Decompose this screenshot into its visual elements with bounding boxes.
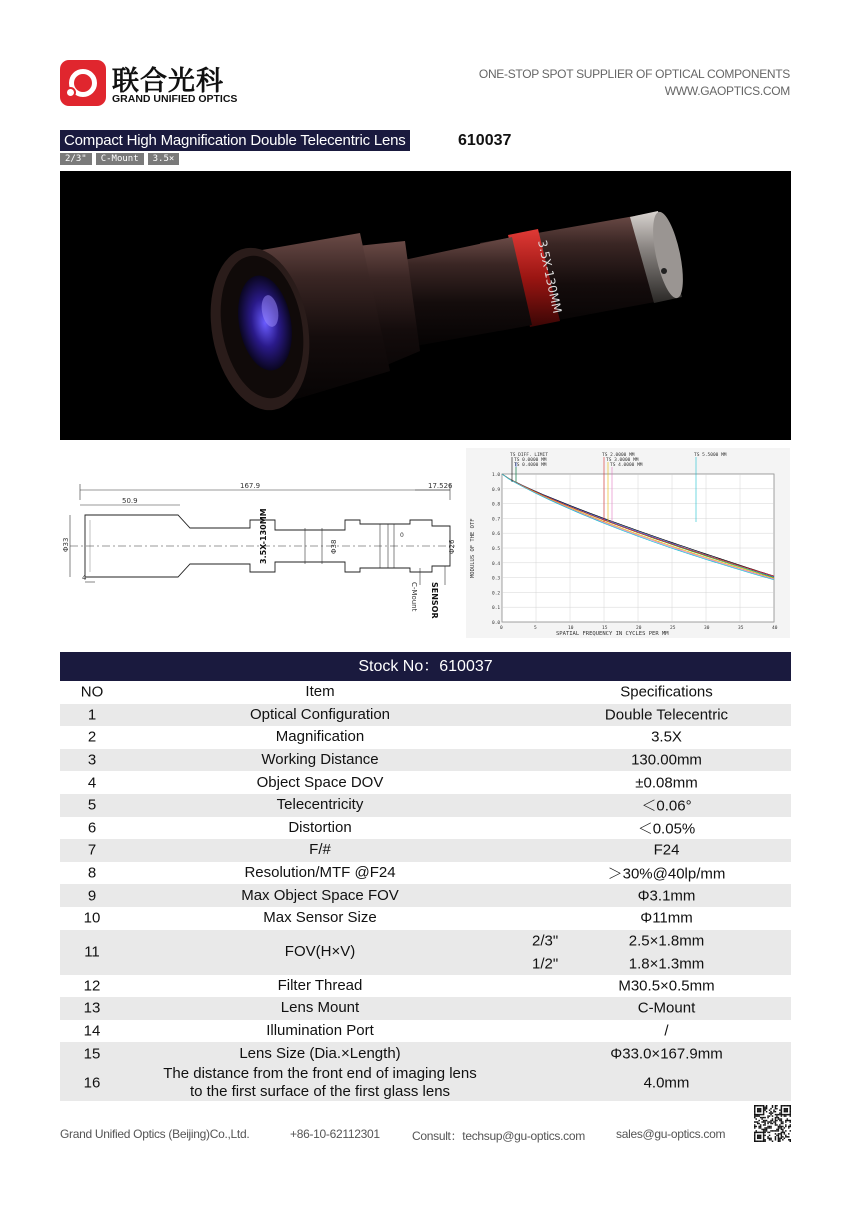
table-cell-spec: / (664, 1022, 669, 1040)
table-cell-no: 3 (87, 751, 97, 769)
table-row-4 (60, 771, 791, 794)
mtf-xtick: 10 (568, 626, 574, 631)
dim-front-diameter: Φ33 (62, 537, 70, 552)
table-cell-no: 15 (83, 1045, 101, 1063)
table-cell-item: Optical Configuration (249, 705, 391, 723)
mtf-legend-entry: TS 2.0000 MM (602, 453, 635, 458)
table-row-13 (60, 997, 791, 1020)
table-cell-item (150, 1065, 490, 1101)
product-tags (60, 153, 179, 165)
brand-logo (60, 60, 106, 106)
mtf-xtick: 15 (602, 626, 608, 631)
lens-marking-text: 3.5X-130MM (535, 238, 565, 315)
fov-sensor-size-1: 2/3" (532, 932, 559, 950)
table-cell-item: Illumination Port (266, 1022, 374, 1040)
table-cell-no: 13 (83, 999, 101, 1017)
brand-name-english: GRAND UNIFIED OPTICS (112, 93, 238, 105)
table-cell-no: 10 (83, 909, 101, 927)
footer-consult-email[interactable]: Consult：techsup@gu-optics.com (412, 1129, 585, 1143)
mtf-legend-entry: TS 0.4000 MM (514, 463, 547, 468)
table-cell-item: Lens Size (Dia.×Length) (239, 1044, 401, 1062)
dim-rear-length: 17.526 (428, 482, 453, 490)
table-cell-no: 12 (83, 977, 101, 995)
product-photo (60, 171, 791, 440)
mtf-ytick: 0.2 (492, 591, 501, 597)
dim-body-diameter: Φ38 (330, 539, 338, 554)
table-cell-item: Max Object Space FOV (241, 886, 399, 904)
table-cell-item: Lens Mount (280, 999, 360, 1017)
footer-company: Grand Unified Optics (Beijing)Co.,Ltd. (60, 1127, 250, 1141)
mtf-ytick: 0.0 (492, 621, 501, 626)
mtf-ytick: 0.5 (492, 547, 501, 552)
mtf-legend-entry: TS 5.5000 MM (694, 453, 727, 458)
mtf-chart (466, 448, 790, 638)
col-no-header: NO (80, 683, 104, 701)
table-cell-item: FOV(H×V) (284, 943, 356, 961)
product-code: 610037 (458, 132, 512, 149)
fov-sub-row-1 (510, 930, 773, 952)
mtf-ytick: 0.1 (492, 606, 501, 612)
table-row-1 (60, 704, 791, 727)
table-cell-no: 14 (83, 1022, 101, 1040)
table-cell-spec: Double Telecentric (604, 706, 729, 724)
mtf-ylabel: MODULUS OF THE OTF (470, 518, 476, 578)
table-row-15 (60, 1042, 791, 1065)
col-spec-header: Specifications (620, 683, 713, 701)
mtf-ytick: 0.4 (492, 561, 501, 567)
dimension-drawing (60, 470, 460, 630)
table-cell-spec: Φ3.1mm (637, 887, 696, 905)
table-cell-no: 1 (87, 706, 97, 724)
product-title: Compact High Magnification Double Telecentric Lens (60, 130, 410, 151)
table-header-stock: Stock No：610037 (60, 652, 791, 681)
spec-table (60, 652, 791, 1101)
lens-illustration (60, 171, 791, 440)
table-cell-item: Working Distance (261, 751, 379, 769)
mtf-xtick: 35 (738, 626, 744, 631)
table-cell-item: Telecentricity (276, 796, 364, 814)
dim-front-offset: 4 (82, 574, 87, 582)
table-cell-item: Magnification (275, 728, 365, 746)
mtf-xtick: 30 (704, 626, 710, 631)
mtf-xtick: 5 (534, 626, 537, 631)
mtf-xtick: 25 (670, 626, 676, 631)
mtf-ytick: 0.9 (492, 487, 501, 493)
col-item-header: Item (305, 683, 335, 701)
footer-sales-email[interactable]: sales@gu-optics.com (616, 1127, 726, 1141)
mtf-legend-entry: TS DIFF. LIMIT (510, 453, 548, 458)
table-row-14 (60, 1020, 791, 1043)
table-cell-spec: 130.00mm (631, 751, 702, 769)
dim-mount-diameter: Φ26 (448, 539, 456, 554)
table-cell-no: 4 (87, 774, 97, 792)
mtf-xlabel: SPATIAL FREQUENCY IN CYCLES PER MM (556, 631, 669, 637)
table-cell-no: 5 (87, 796, 97, 814)
drawing-zero-mark: 0 (400, 532, 404, 539)
table-row-5 (60, 794, 791, 817)
label-c-mount: C-Mount (410, 582, 418, 612)
table-cell-no: 7 (87, 841, 97, 859)
table-cell-item: F/# (309, 841, 331, 859)
table-cell-spec: ＞30%@40lp/mm (607, 865, 726, 883)
table-cell-no: 8 (87, 864, 97, 882)
fov-value-2: 1.8×1.3mm (628, 955, 705, 973)
table-cell-item: Max Sensor Size (263, 909, 377, 927)
table-cell-spec: F24 (653, 841, 680, 859)
table-cell-no: 6 (87, 819, 97, 837)
tag-magnification: 3.5× (148, 153, 180, 165)
table-cell-spec: ＜0.05% (637, 820, 696, 838)
table-cell-item-line2: to the first surface of the first glass lens (189, 1082, 451, 1100)
mtf-xtick: 20 (636, 626, 642, 631)
table-row-10 (60, 907, 791, 930)
table-cell-item: Filter Thread (277, 976, 363, 994)
mtf-legend-entry: TS 3.0000 MM (606, 458, 639, 463)
table-row-2 (60, 726, 791, 749)
drawing-marking: 3.5X-130MM (259, 508, 268, 564)
table-cell-item: Distortion (288, 818, 352, 836)
qr-code-icon (754, 1105, 791, 1142)
mtf-ytick: 0.8 (492, 502, 501, 508)
table-cell-spec: M30.5×0.5mm (618, 977, 715, 995)
table-cell-spec: Φ11mm (640, 909, 693, 927)
table-cell-item-line1: The distance from the front end of imaging lens (163, 1064, 477, 1082)
fov-value-1: 2.5×1.8mm (628, 932, 705, 950)
table-cell-no: 9 (87, 887, 97, 905)
table-row-12 (60, 975, 791, 998)
mtf-ytick: 0.3 (492, 576, 501, 582)
mtf-legend-entry: TS 4.0000 MM (610, 463, 643, 468)
table-cell-no: 16 (83, 1074, 101, 1092)
tag-mount: C-Mount (96, 153, 144, 165)
logo-dot-shape (65, 87, 76, 98)
table-row-7 (60, 839, 791, 862)
mtf-xtick: 40 (772, 626, 778, 631)
mtf-ytick: 0.6 (492, 532, 501, 538)
table-cell-spec: C-Mount (637, 999, 696, 1017)
table-column-headers (60, 681, 791, 704)
table-cell-spec: Φ33.0×167.9mm (610, 1045, 723, 1063)
table-cell-spec: ＜0.06° (641, 797, 692, 815)
table-row-8 (60, 862, 791, 885)
table-cell-item: Object Space DOV (256, 773, 384, 791)
table-row-16 (60, 1065, 791, 1101)
mtf-ytick: 0.7 (492, 517, 501, 523)
dim-front-length: 50.9 (122, 497, 138, 505)
tag-sensor-size: 2/3" (60, 153, 92, 165)
table-cell-spec: 3.5X (651, 728, 682, 746)
mtf-xtick: 0 (500, 626, 503, 631)
mtf-legend-entry: TS 0.0000 MM (514, 458, 547, 463)
table-cell-spec: ±0.08mm (635, 774, 698, 792)
fov-sub-row-2 (510, 953, 773, 975)
company-website: WWW.GAOPTICS.COM (664, 84, 790, 98)
table-cell-spec: 4.0mm (643, 1074, 690, 1092)
label-sensor: SENSOR (430, 582, 439, 619)
company-tagline: ONE-STOP SPOT SUPPLIER OF OPTICAL COMPONENTS (478, 67, 790, 81)
table-cell-no: 11 (84, 943, 100, 961)
brand-name-chinese: 联合光科 (112, 66, 224, 97)
table-row-9 (60, 884, 791, 907)
mtf-ytick: 1.0 (492, 473, 501, 478)
table-row-fov (60, 930, 791, 975)
table-cell-item: Resolution/MTF @F24 (244, 864, 396, 882)
footer-phone: +86-10-62112301 (290, 1127, 380, 1141)
table-row-3 (60, 749, 791, 772)
table-row-6 (60, 817, 791, 840)
dim-total-length: 167.9 (240, 482, 261, 490)
table-cell-no: 2 (87, 728, 97, 746)
fov-sensor-size-2: 1/2" (532, 955, 559, 973)
